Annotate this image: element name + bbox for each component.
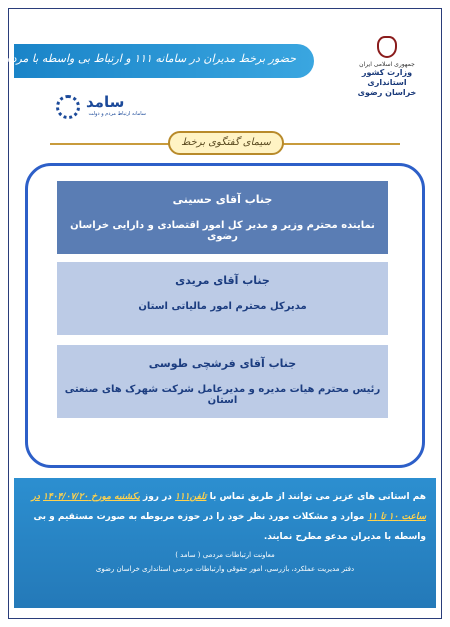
org-line-3: استانداری خراسان رضوی <box>357 78 417 97</box>
org-line-2: وزارت کشور <box>361 68 413 77</box>
info-part-2: در روز <box>139 492 176 502</box>
guest-box-3 <box>57 345 388 418</box>
samed-subtitle: سامانه ارتباط مردم و دولت <box>88 111 146 117</box>
event-date: یکشنبه مورخ ۱۴۰۴/۰۷/۲۰ <box>42 492 140 502</box>
header-banner <box>4 44 314 78</box>
guest-name: جناب آقای فرشچی طوسی <box>148 357 297 370</box>
info-part-1: هم استانی های عزیز می توانند از طریق تماس با <box>206 492 426 502</box>
guest-role: نماینده محترم وزیر و مدیر کل امور اقتصادی و دارایی خراسان رضوی <box>70 220 375 242</box>
guest-name: جناب آقای حسینی <box>172 193 273 206</box>
org-line-1: جمهوری اسلامی ایران <box>359 61 415 68</box>
samed-flower-icon <box>56 95 80 119</box>
event-hours: در ساعت ۱۰ تا ۱۱ <box>31 492 426 522</box>
signature-line-1: معاونت ارتباطات مردمی ( سامد ) <box>175 551 275 559</box>
info-part-4: موارد و مشکلات مورد نظر خود را در حوزه مربوطه به صورت مستقیم و بی واسطه با مدیران مدعو مطرح نمایند. <box>33 512 426 542</box>
info-text <box>24 487 426 547</box>
ribbon-title: سیمای گفتگوی برخط <box>168 131 284 155</box>
guest-box-1 <box>57 181 388 254</box>
guest-name: جناب آقای مریدی <box>175 274 270 287</box>
signature-line-2: دفتر مدیریت عملکرد، بازرسی، امور حقوقی وارتباطات مردمی استانداری خراسان رضوی <box>95 565 355 573</box>
phone-number: تلفن۱۱۱ <box>175 492 207 502</box>
info-panel <box>14 478 436 608</box>
government-emblem <box>352 36 422 98</box>
guest-role: مدیرکل محترم امور مالیاتی استان <box>138 301 307 312</box>
header-title: حضور برخط مدیران در سامانه ۱۱۱ و ارتباط بی واسطه با مردم <box>4 52 296 65</box>
guest-box-2 <box>57 262 388 335</box>
guest-role: رئیس محترم هیات مدیره و مدیرعامل شرکت شهرک های صنعتی استان <box>64 384 381 406</box>
emblem-icon <box>377 36 397 58</box>
samed-logo-text: سامد <box>86 93 125 111</box>
